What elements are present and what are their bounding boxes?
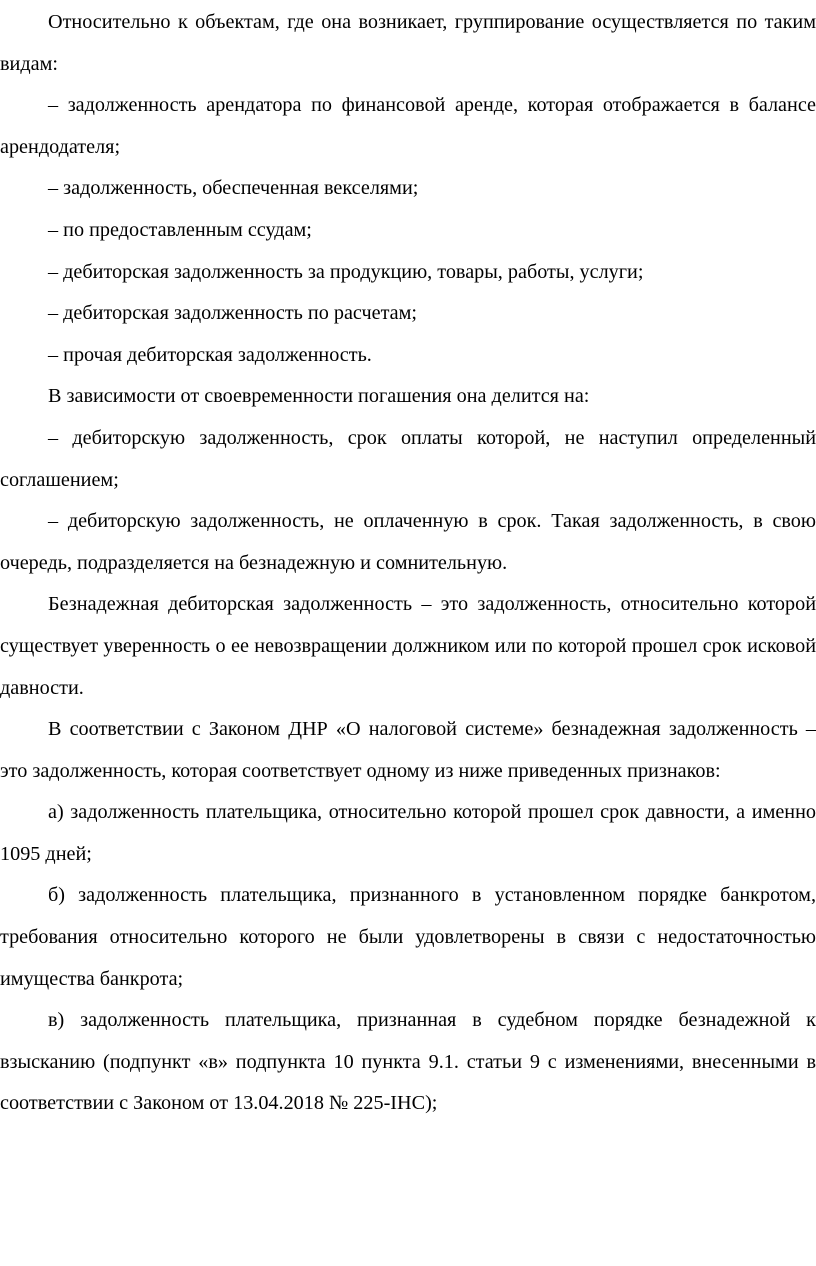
list-item-criterion-a: а) задолженность плательщика, относительно которой прошел срок давности, а именно 1095 дней; xyxy=(0,801,816,865)
list-item-criterion-c: в) задолженность плательщика, признанная в судебном порядке безнадежной к взысканию (подпункт «в» подпункта 10 пункта 9.1. статьи 9 с изменениями, внесенными в соответствии с Законом от 13.04.2018 № 225-IНС); xyxy=(0,1009,816,1115)
list-item-settlements-debt: – дебиторская задолженность по расчетам; xyxy=(48,302,418,325)
list-item-loans: – по предоставленным ссудам; xyxy=(48,218,312,241)
list-item-overdue-debt: – дебиторскую задолженность, не оплаченную в срок. Такая задолженность, в свою очередь, подразделяется на безнадежную и сомнительную. xyxy=(0,510,816,574)
list-item-lessee-debt: – задолженность арендатора по финансовой аренде, которая отображается в балансе арендодателя; xyxy=(0,94,816,158)
paragraph-bad-debt-definition: Безнадежная дебиторская задолженность – это задолженность, относительно которой существует уверенность о ее невозвращении должником или по которой прошел срок исковой давности. xyxy=(0,593,816,699)
list-item-other-debt: – прочая дебиторская задолженность. xyxy=(48,343,372,366)
list-item-not-due-debt: – дебиторскую задолженность, срок оплаты которой, не наступил определенный соглашением; xyxy=(0,426,816,491)
paragraph-tax-law: В соответствии с Законом ДНР «О налоговой системе» безнадежная задолженность – это задолженность, которая соответствует одному из ниже приведенных признаков: xyxy=(0,718,816,782)
list-item-bill-secured-debt: – задолженность, обеспеченная векселями; xyxy=(48,177,419,200)
list-item-products-debt: – дебиторская задолженность за продукцию, товары, работы, услуги; xyxy=(48,260,644,283)
paragraph-grouping-intro: Относительно к объектам, где она возникает, группирование осуществляется по таким видам: xyxy=(0,11,816,75)
list-item-criterion-b: б) задолженность плательщика, признанного в установленном порядке банкротом, требования относительно которого не были удовлетворены в связи с недостаточностью имущества банкрота; xyxy=(0,884,816,990)
paragraph-timeliness-intro: В зависимости от своевременности погашения она делится на: xyxy=(48,385,590,408)
